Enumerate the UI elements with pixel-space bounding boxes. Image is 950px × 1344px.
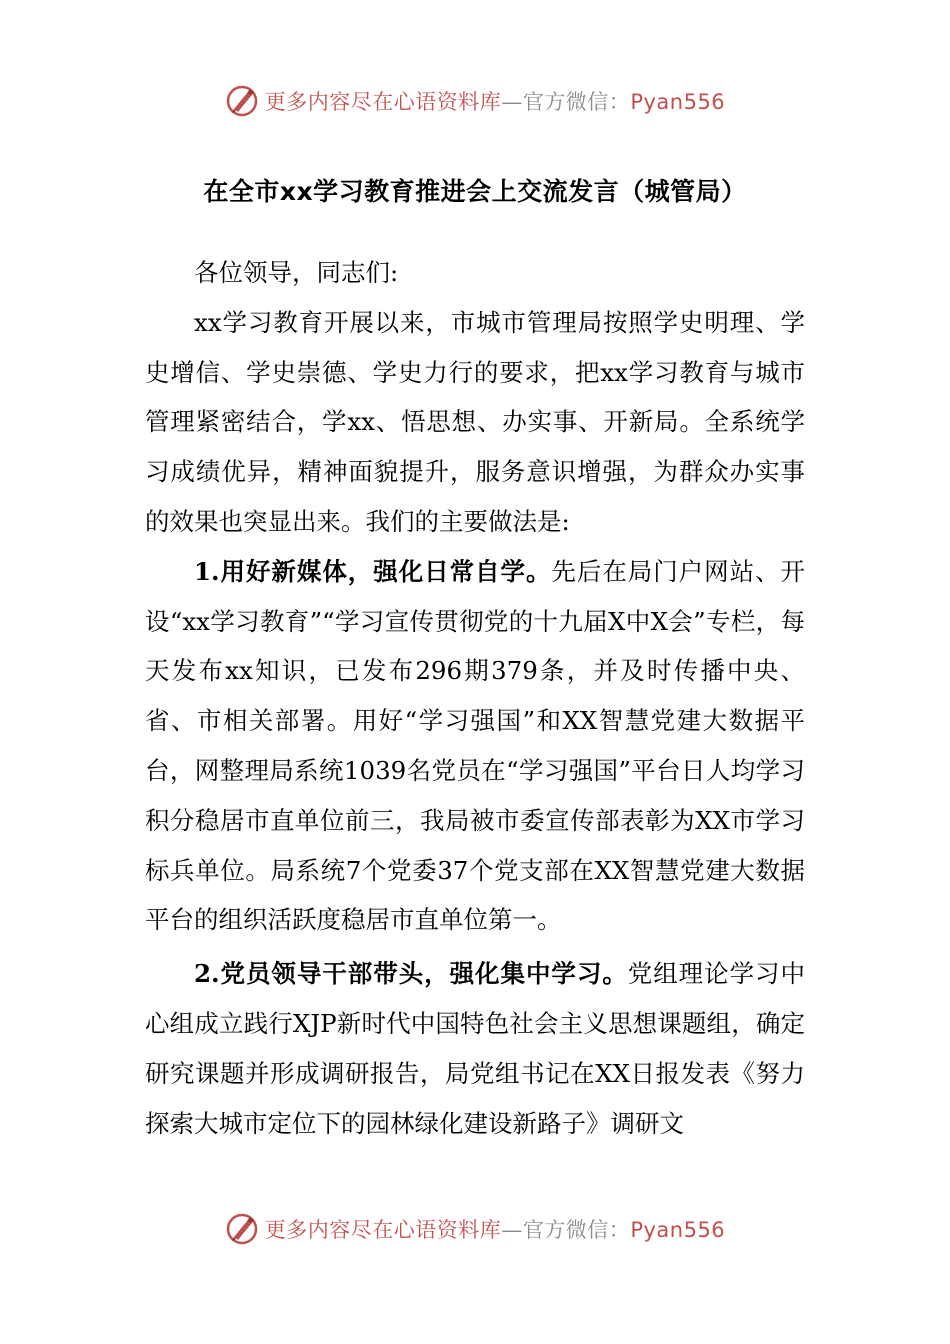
salutation: 各位领导，同志们: [194, 258, 399, 287]
watermark-text: 更多内容尽在心语资料库—官方微信：Pyan556 [264, 90, 726, 114]
intro-paragraph: xx学习教育开展以来，市城市管理局按照学史明理、学史增信、学史崇德、学史力行的要求，把xx学习教育与城市管理紧密结合，学xx、悟思想、办实事、开新局。全系统学习成绩优异，精神面貌提升，服务意识增强，为群众办实事的效果也突显出来。我们的主要做法是: [145, 307, 805, 536]
section-2-text: 党组理论学习中心组成立践行XJP新时代中国特色社会主义思想课题组，确定研究课题并形成调研报告，局党组书记在XX日报发表《努力探索大城市定位下的园林绿化建设新路子》调研文 [145, 959, 805, 1138]
watermark-footer [0, 1212, 950, 1246]
pen-logo-icon [225, 1212, 259, 1246]
section-1-text: 先后在局门户网站、开设“xx学习教育”“学习宣传贯彻党的十九届X中X会”专栏，每天发布xx知识，已发布296期379条，并及时传播中央、省、市相关部署。用好“学习强国”和XX智慧党建大数据平台，网整理局系统1039名党员在“学习强国”平台日人均学习积分稳居市直单位前三，我局被市委宣传部表彰为XX市学习标兵单位。局系统7个党委37个党支部在XX智慧党建大数据平台的组织活跃度稳居市直单位第一。 [145, 556, 805, 935]
document-body [145, 248, 805, 1148]
section-1-heading: 1.用好新媒体，强化日常自学。 [194, 556, 552, 586]
section-2-paragraph [145, 949, 805, 1148]
document-title: 在全市xx学习教育推进会上交流发言（城管局） [203, 177, 747, 206]
watermark-text: 更多内容尽在心语资料库—官方微信：Pyan556 [264, 1218, 726, 1242]
section-1-paragraph [145, 547, 805, 945]
watermark-header [0, 84, 950, 118]
pen-logo-icon [225, 84, 259, 118]
section-2-heading: 2.党员领导干部带头，强化集中学习。 [194, 959, 628, 989]
